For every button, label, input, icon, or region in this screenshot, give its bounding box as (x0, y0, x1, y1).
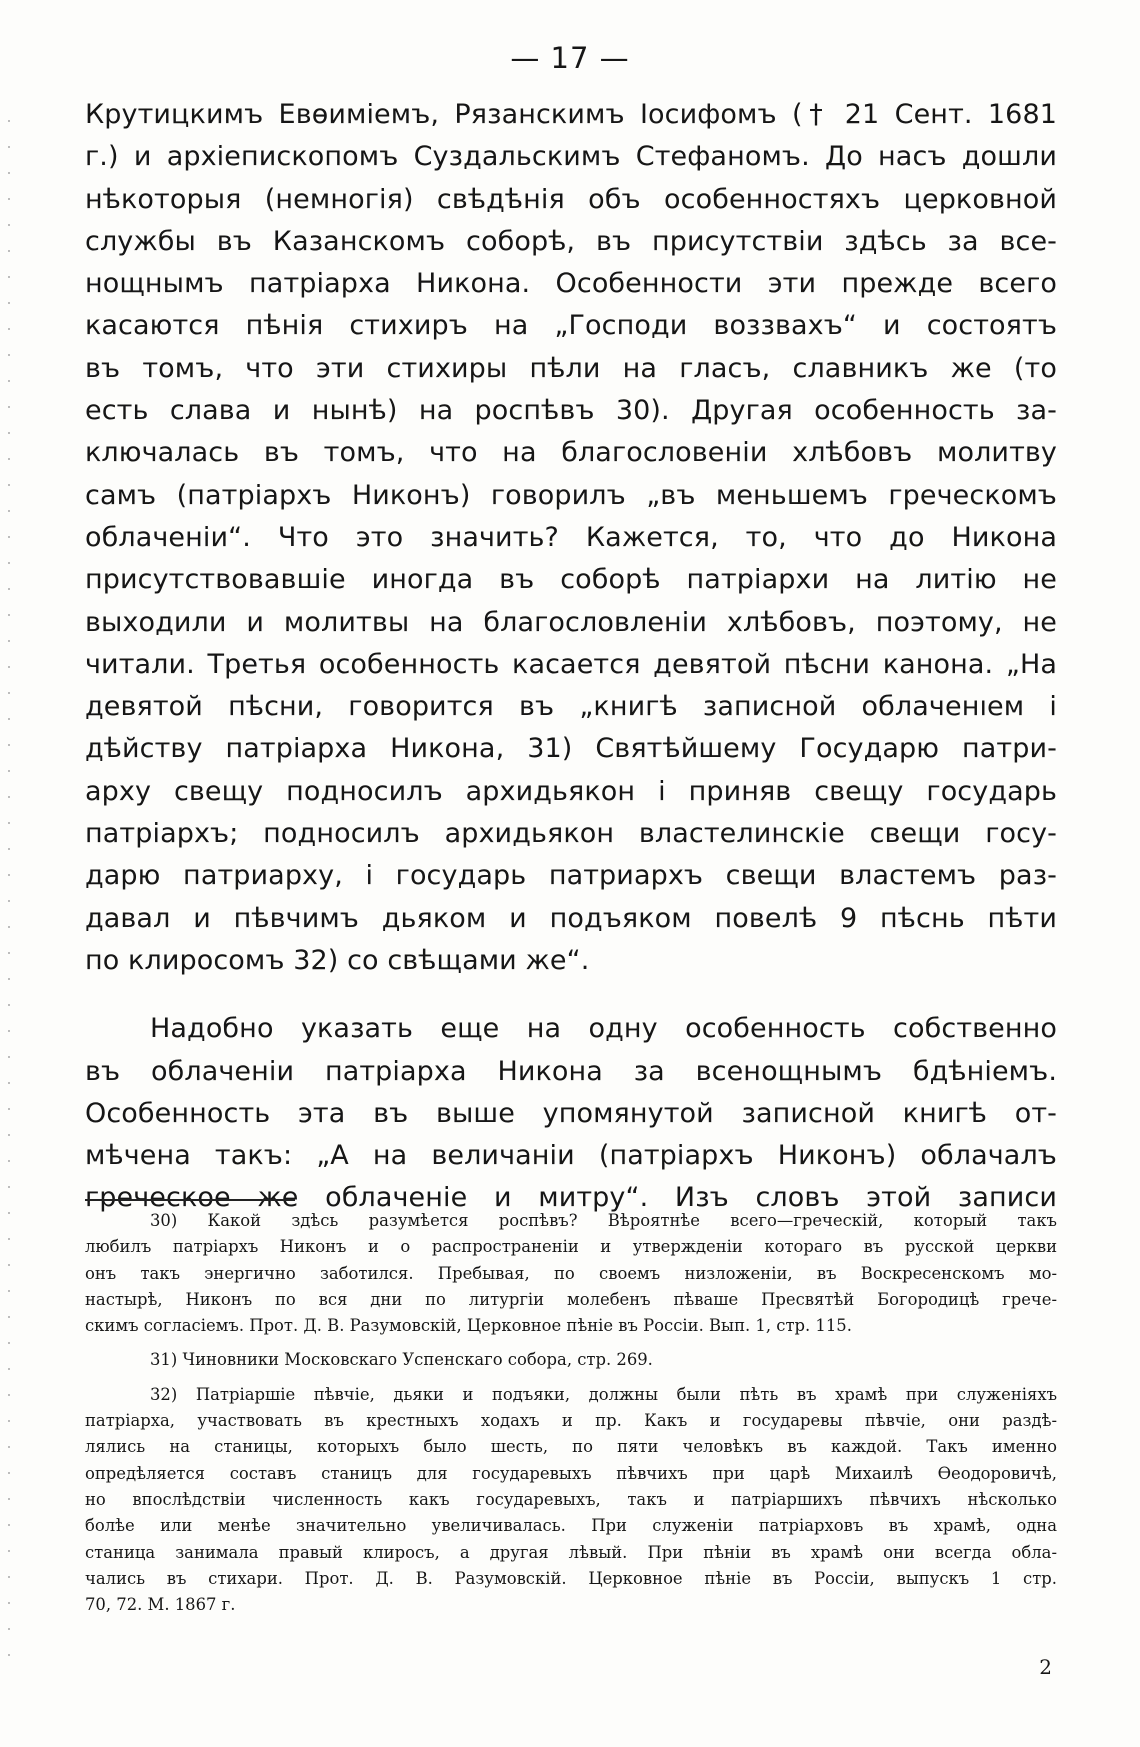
footnote-line: скимъ согласіемъ. Прот. Д. В. Разумовскій, Церковное пѣніе въ Россіи. Вып. 1, стр. 115. (85, 1316, 852, 1336)
footnote-line: 30) Какой здѣсь разумѣется роспѣвъ? Вѣроятнѣе всего—греческій, который такъ (150, 1211, 1057, 1230)
printer-signature-mark: 2 (1039, 1655, 1052, 1679)
text-line: Крутицкимъ Евѳиміемъ, Рязанскимъ Іосифомъ († 21 Сент. 1681 (85, 99, 1057, 130)
text-line: девятой пѣсни, говорится въ „книгѣ записной облаченıем і (85, 691, 1057, 723)
text-line: мѣчена такъ: „А на величаніи (патріархъ Никонъ) облачалъ (85, 1140, 1057, 1172)
footnotes (85, 1208, 1057, 1618)
paragraph-1 (85, 94, 1057, 982)
text-line: въ облаченіи патріарха Никона за всенощнымъ бдѣніемъ. (85, 1055, 1057, 1087)
text-line: выходили и молитвы на благословленіи хлѣбовъ, поэтому, не (85, 606, 1057, 638)
text-line: ключалась въ томъ, что на благословеніи хлѣбовъ молитву (85, 437, 1057, 469)
text-line: въ томъ, что эти стихиры пѣли на гласъ, славникъ же (то (85, 352, 1057, 384)
text-line: дарю патриарху, і государь патриархъ свещи властемъ раз- (85, 860, 1057, 892)
text-line: дѣйству патріарха Никона, 31) Святѣйшему Государю патри- (85, 733, 1057, 765)
footnote-line: болѣе или менѣе значительно увеличивалась. При служеніи патріарховъ въ храмѣ, одна (85, 1516, 1057, 1536)
footnote-gap (85, 1339, 1057, 1347)
footnote-line: онъ такъ энергично заботился. Пребывая, по своемъ низложеніи, въ Воскресенскомъ мо- (85, 1263, 1057, 1283)
text-line: давал и пѣвчимъ дьяком и подъяком повелѣ 9 пѣснь пѣти (85, 902, 1057, 934)
footnote-line: опредѣляется составъ станицъ для государевыхъ пѣвчихъ при царѣ Михаилѣ Ѳеодоровичѣ, (85, 1463, 1057, 1483)
footnote-line: но впослѣдствіи численность какъ государевыхъ, такъ и патріаршихъ пѣвчихъ нѣсколько (85, 1489, 1057, 1509)
footnote-line: чались въ стихари. Прот. Д. В. Разумовскій. Церковное пѣніе въ Россіи, выпускъ 1 стр. (85, 1568, 1057, 1588)
main-text (85, 94, 1057, 1220)
text-line: Особенность эта въ выше упомянутой записной книгѣ от- (85, 1097, 1057, 1129)
footnote-divider (85, 1199, 295, 1201)
text-line: самъ (патріархъ Никонъ) говорилъ „въ меньшемъ греческомъ (85, 479, 1057, 511)
footnote-line: 32) Патріаршіе пѣвчіе, дьяки и подъяки, должны были пѣть въ храмѣ при служеніяхъ (150, 1384, 1057, 1404)
page-number: — 17 — (510, 41, 630, 75)
paragraph-gap (85, 982, 1057, 1008)
text-line: читали. Третья особенность касается девятой пѣсни канона. „На (85, 648, 1057, 680)
footnote-line: 31) Чиновники Московскаго Успенскаго собора, стр. 269. (150, 1350, 653, 1370)
footnote-line: патріарха, участвовать въ крестныхъ ходахъ и пр. Какъ и государевы пѣвчіе, они раздѣ- (85, 1411, 1057, 1431)
footnote-32 (85, 1382, 1057, 1619)
footnote-line: любилъ патріархъ Никонъ и о распространеніи и утвержденіи котораго въ русской церкви (85, 1237, 1057, 1257)
footnote-30 (85, 1208, 1057, 1339)
text-line: облаченіи“. Что это значить? Кажется, то, что до Никона (85, 521, 1057, 553)
text-line: греческое же облаченіе и митру“. Изъ словъ этой записи (85, 1182, 1057, 1214)
paragraph-2 (85, 1008, 1057, 1219)
text-line: нощнымъ патріарха Никона. Особенности эти прежде всего (85, 268, 1057, 300)
text-line: нѣкоторыя (немногія) свѣдѣнія объ особенностяхъ церковной (85, 183, 1057, 215)
footnote-line: лялись на станицы, которыхъ было шесть, по пяти человѣкъ въ каждой. Такъ именно (85, 1437, 1057, 1457)
footnote-line: 70, 72. М. 1867 г. (85, 1595, 236, 1615)
footnote-gap (85, 1374, 1057, 1382)
text-line: присутствовавшіе иногда въ соборѣ патріархи на литію не (85, 564, 1057, 596)
text-line: патріархъ; подносилъ архидьякон властелинскіе свещи госу- (85, 818, 1057, 850)
text-line: Надобно указать еще на одну особенность собственно (150, 1013, 1057, 1045)
footnote-31 (85, 1347, 1057, 1373)
text-line: службы въ Казанскомъ соборѣ, въ присутствіи здѣсь за все- (85, 225, 1057, 257)
footnote-line: станица занимала правый клиросъ, а другая лѣвый. При пѣніи въ храмѣ они всегда обла- (85, 1542, 1057, 1562)
footnote-line: настырѣ, Никонъ по вся дни по литургіи молебенъ пѣваше Пресвятѣй Богородицѣ грече- (85, 1289, 1057, 1309)
scan-edge-marks (8, 120, 10, 1680)
text-line: есть слава и нынѣ) на роспѣвъ 30). Другая особенность за- (85, 395, 1057, 427)
text-line: по клиросомъ 32) со свѣщами же“. (85, 944, 590, 976)
text-line: арху свещу подносилъ архидьякон і приняв свещу государь (85, 775, 1057, 807)
text-line: касаются пѣнія стихиръ на „Господи воззвахъ“ и состоятъ (85, 310, 1057, 342)
text-line: г.) и архіепископомъ Суздальскимъ Стефаномъ. До насъ дошли (85, 141, 1057, 173)
